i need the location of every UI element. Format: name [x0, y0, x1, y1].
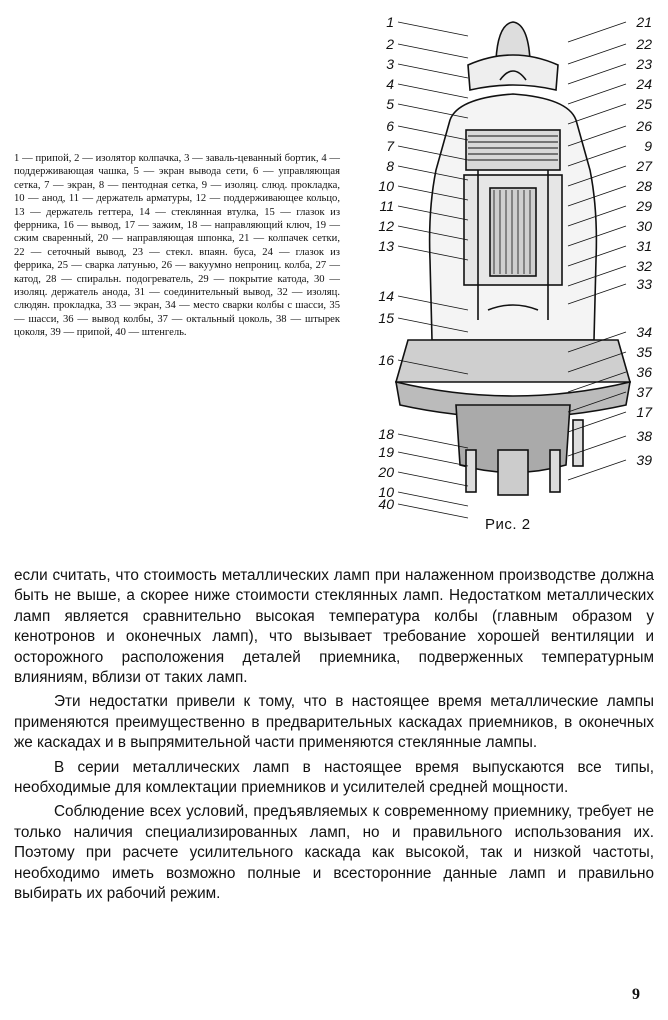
- part-number-label: 12: [378, 218, 394, 234]
- part-number-label: 22: [636, 36, 652, 52]
- part-number-label: 39: [636, 452, 652, 468]
- legend-item: 36 — вывод колбы,: [62, 313, 158, 325]
- legend-item: 12 — поддерживающее кольцо,: [195, 193, 340, 205]
- part-number-label: 1: [386, 14, 394, 30]
- part-number-label: 25: [636, 96, 652, 112]
- vacuum-tube-illustration: [368, 10, 658, 520]
- part-number-label: 28: [636, 178, 652, 194]
- legend-item: 4 — поддерживающая чашка,: [14, 153, 340, 178]
- part-number-label: 11: [379, 198, 394, 214]
- part-number-label: 24: [636, 76, 652, 92]
- part-number-label: 23: [636, 56, 652, 72]
- legend-item: 31 — соединительный вывод,: [134, 287, 278, 299]
- legend-item: 16 — вывод,: [63, 220, 125, 232]
- part-number-label: 10: [378, 178, 394, 194]
- legend-item: 28 — спиральн. подогреватель,: [45, 273, 199, 285]
- body-paragraph: Соблюдение всех условий, предъявляемых к современному приемнику, требует не только наличия специализированных ламп, но и правильного использования их. Поэтому при расчете усилительного каскада как высокой, так и низкой частоты, необходимо иметь возможно полные и всесторонние данные ламп и правильно выбирать их рабочий режим.: [14, 803, 654, 903]
- legend-item: 5 — экран вывода сети,: [133, 166, 254, 178]
- legend-item: 21 — колпачек сетки,: [238, 233, 340, 245]
- body-text: [14, 566, 654, 909]
- legend-item: 22 — сеточный вывод,: [14, 246, 133, 258]
- legend-item: 7 — экран,: [44, 179, 99, 191]
- legend-item: 39 — припой,: [50, 327, 116, 339]
- figure-legend: [14, 152, 340, 340]
- tube-drawing: [396, 22, 630, 495]
- legend-item: 18 — направляющий ключ,: [186, 220, 316, 232]
- body-paragraph: Эти недостатки привели к тому, что в настоящее время металлические лампы применяются преимущественно в предварительных каскадах приемников, в оконечных же каскадах и в выпрямительной части применяются стеклянные лампы.: [14, 693, 654, 752]
- legend-item: 23 — стекл. впаян. буса,: [132, 246, 263, 258]
- legend-item: 11 — держатель арматуры,: [68, 193, 196, 205]
- legend-item: 9 — изоляц. слюд. прокладка,: [201, 179, 340, 191]
- label-leader-line: [398, 472, 468, 486]
- part-number-label: 13: [378, 238, 394, 254]
- part-number-label: 27: [636, 158, 652, 174]
- part-number-label: 31: [636, 238, 652, 254]
- part-number-label: 21: [636, 14, 652, 30]
- legend-item: 10 — анод,: [14, 193, 69, 205]
- legend-item: 6 — управляющая сетка,: [14, 166, 340, 191]
- legend-item: 29 — покрытие катода,: [198, 273, 314, 285]
- label-leader-line: [398, 504, 468, 518]
- legend-item: 26 — вакуумно непрониц. колба,: [161, 260, 316, 272]
- part-number-label: 30: [636, 218, 652, 234]
- part-number-label: 4: [386, 76, 394, 92]
- part-number-label: 10: [378, 484, 394, 500]
- part-number-label: 35: [636, 344, 652, 360]
- label-leader-line: [398, 492, 468, 506]
- part-number-label: 2: [386, 36, 394, 52]
- legend-item: 8 — пентодная сетка,: [98, 179, 202, 191]
- legend-item: 33 — экран,: [105, 300, 166, 312]
- legend-item: 1 — припой,: [14, 153, 75, 164]
- label-leader-line: [398, 452, 468, 466]
- label-leader-line: [568, 104, 626, 124]
- legend-item: 27 — катод,: [14, 260, 340, 285]
- legend-item: 37 — октальный цоколь,: [157, 313, 276, 325]
- label-leader-line: [398, 22, 468, 36]
- part-number-label: 26: [636, 118, 652, 134]
- part-number-label: 33: [636, 276, 652, 292]
- label-leader-line: [568, 22, 626, 42]
- part-number-label: 9: [644, 138, 652, 154]
- part-number-label: 34: [636, 324, 652, 340]
- part-number-label: 38: [636, 428, 652, 444]
- label-leader-line: [398, 84, 468, 98]
- legend-item: 30 — изоляц. держатель анода,: [14, 273, 341, 299]
- legend-item: 40 — штенгель.: [115, 327, 187, 339]
- label-leader-line: [398, 64, 468, 78]
- label-leader-line: [568, 44, 626, 64]
- legend-item: 13 — держатель геттера,: [14, 206, 140, 218]
- legend-item: 19 — сжим сваренный,: [14, 220, 340, 245]
- figure-caption: Рис. 2: [485, 516, 531, 533]
- legend-item: 2 — изолятор колпачка,: [74, 153, 185, 164]
- part-number-label: 14: [378, 288, 394, 304]
- part-number-label: 36: [636, 364, 652, 380]
- part-number-label: 8: [386, 158, 394, 174]
- legend-item: 3 — заваль-цеванный бортик,: [184, 153, 322, 164]
- part-number-label: 40: [378, 496, 394, 512]
- label-leader-line: [398, 44, 468, 58]
- part-number-label: 29: [636, 198, 652, 214]
- part-number-label: 16: [378, 352, 394, 368]
- part-number-label: 19: [378, 444, 394, 460]
- part-number-label: 15: [378, 310, 394, 326]
- legend-item: 35 — шасси,: [14, 300, 340, 325]
- legend-item: 20 — направляющая шпонка,: [97, 233, 239, 245]
- legend-item: 34 — место сварки колбы с шасси,: [165, 300, 330, 312]
- label-leader-line: [568, 84, 626, 104]
- part-number-label: 18: [378, 426, 394, 442]
- part-number-label: 6: [386, 118, 394, 134]
- part-number-label: 20: [378, 464, 394, 480]
- legend-item: 25 — сварка латунью,: [57, 260, 162, 272]
- legend-item: 14 — стеклянная втулка,: [139, 206, 265, 218]
- label-leader-line: [568, 64, 626, 84]
- part-number-label: 5: [386, 96, 394, 112]
- page-number: 9: [632, 986, 640, 1003]
- legend-item: 15 — глазок из феррника,: [14, 206, 340, 232]
- part-number-label: 17: [636, 404, 652, 420]
- legend-item: 32 — изоляц. слюдян. прокладка,: [14, 287, 340, 312]
- part-number-label: 3: [386, 56, 394, 72]
- legend-item: 38 — штырек цоколя,: [14, 313, 340, 339]
- part-number-label: 7: [386, 138, 394, 154]
- body-paragraph: если считать, что стоимость металлических ламп при налаженном производстве должна быть не выше, а скорее ниже стоимости стеклянных ламп. Недостатком металлических ламп является сравнительно высокая температура колбы (главным образом у кенотронов и оконечных ламп), что вызывает требование хорошей вентиляции и осторожного расположения деталей приемника, подверженных температурным влияниям, вблизи от таких ламп.: [14, 567, 654, 687]
- part-number-label: 32: [636, 258, 652, 274]
- legend-item: 17 — зажим,: [124, 220, 187, 232]
- legend-item: 24 — глазок из феррика,: [14, 246, 340, 272]
- part-number-label: 37: [636, 384, 652, 400]
- body-paragraph: В серии металлических ламп в настоящее время выпускаются все типы, необходимые для комлектации приемников и усилителей средней мощности.: [14, 758, 654, 797]
